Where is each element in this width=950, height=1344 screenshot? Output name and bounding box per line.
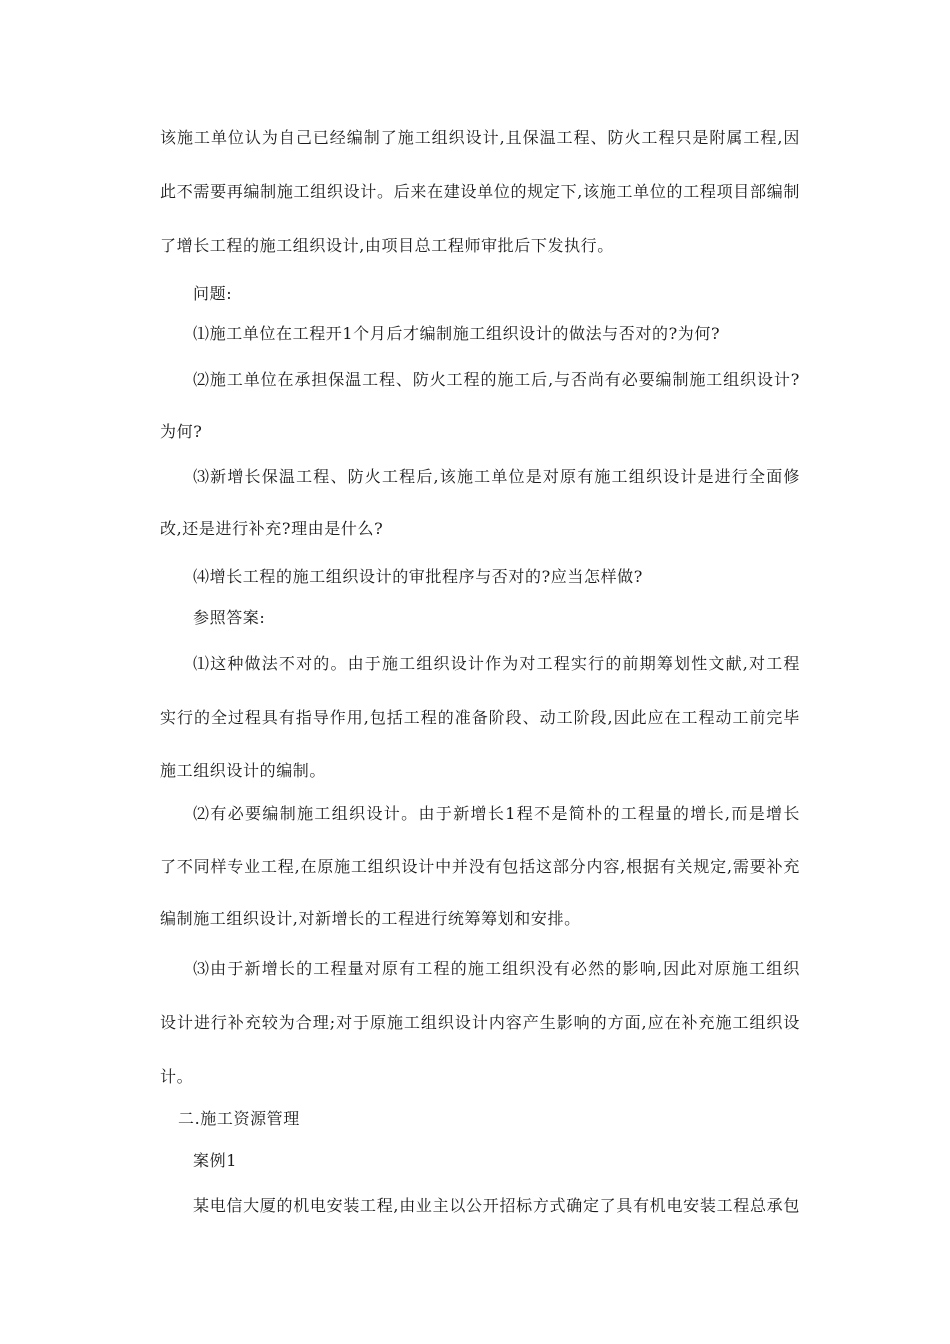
answer-2: ⑵有必要编制施工组织设计。由于新增长1程不是简朴的工程量的增长,而是增长 [193,804,800,823]
case-paragraph-line: 某电信大厦的机电安装工程,由业主以公开招标方式确定了具有机电安装工程总承包 [193,1196,800,1215]
question-4: ⑷增长工程的施工组织设计的审批程序与否对的?应当怎样做? [193,567,643,586]
answer-1-continued: 实行的全过程具有指导作用,包括工程的准备阶段、动工阶段,因此应在工程动工前完毕 [160,708,800,727]
paragraph-line: 该施工单位认为自己已经编制了施工组织设计,且保温工程、防火工程只是附属工程,因 [160,128,800,147]
answer-3-continued: 计。 [160,1067,194,1086]
question-2: ⑵施工单位在承担保温工程、防火工程的施工后,与否尚有必要编制施工组织设计? [193,370,800,389]
case-title: 案例1 [193,1151,237,1170]
answer-3: ⑶由于新增长的工程量对原有工程的施工组织没有必然的影响,因此对原施工组织 [193,959,800,978]
question-3: ⑶新增长保温工程、防火工程后,该施工单位是对原有施工组织设计是进行全面修 [193,467,800,486]
answer-1: ⑴这种做法不对的。由于施工组织设计作为对工程实行的前期筹划性文献,对工程 [193,654,800,673]
answer-1-continued: 施工组织设计的编制。 [160,761,327,780]
answer-2-continued: 了不同样专业工程,在原施工组织设计中并没有包括这部分内容,根据有关规定,需要补充 [160,857,800,876]
section-label-questions: 问题: [193,284,233,303]
answer-2-continued: 编制施工组织设计,对新增长的工程进行统筹筹划和安排。 [160,909,581,928]
section-label-answers: 参照答案: [193,608,266,627]
paragraph-line: 了增长工程的施工组织设计,由项目总工程师审批后下发执行。 [160,236,614,255]
question-2-continued: 为何? [160,422,203,441]
paragraph-line: 此不需要再编制施工组织设计。后来在建设单位的规定下,该施工单位的工程项目部编制 [160,182,800,201]
question-1: ⑴施工单位在工程开1个月后才编制施工组织设计的做法与否对的?为何? [193,324,721,343]
answer-3-continued: 设计进行补充较为合理;对于原施工组织设计内容产生影响的方面,应在补充施工组织设 [160,1013,800,1032]
section-heading: 二.施工资源管理 [178,1109,300,1128]
question-3-continued: 改,还是进行补充?理由是什么? [160,519,384,538]
